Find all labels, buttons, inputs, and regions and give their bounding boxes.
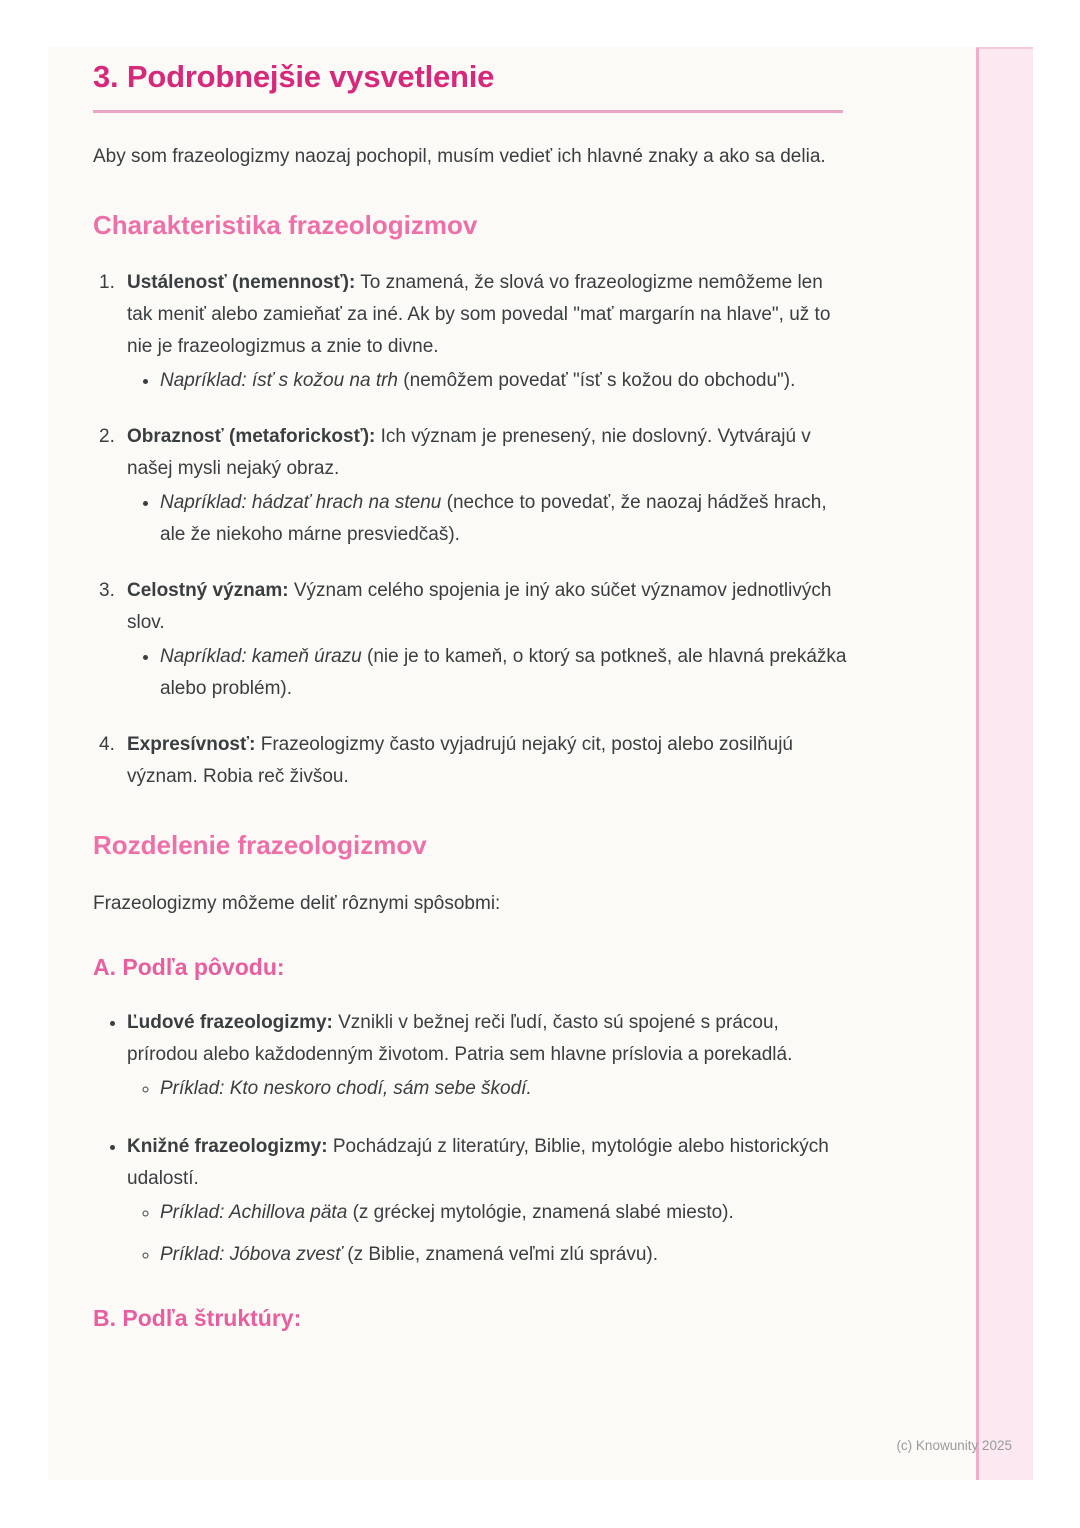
item-text: Frazeologizmy často vyjadrujú nejaký cit, postoj alebo zosilňujú význam. Robia reč živšou. [127, 733, 793, 787]
list-item-expresivnost [99, 729, 847, 793]
item-text: Pochádzajú z literatúry, Biblie, mytológie alebo historických udalostí. [127, 1135, 829, 1189]
section-heading-division: Rozdelenie frazeologizmov [93, 829, 427, 860]
item-text: Význam celého spojenia je iný ako súčet významov jednotlivých slov. [127, 579, 832, 633]
content-card [48, 47, 976, 1480]
example-phrase: Napríklad: ísť s kožou na trh [160, 369, 399, 391]
list-item-ustalenost [99, 267, 847, 397]
item-text: Ich význam je prenesený, nie doslovný. Vytvárajú v našej mysli nejaký obraz. [127, 425, 811, 479]
example-list [127, 1197, 847, 1271]
list-item-ludove [127, 1007, 847, 1105]
example-phrase: Príklad: Jóbova zvesť [160, 1243, 343, 1265]
example-item [160, 365, 847, 397]
example-phrase: Napríklad: hádzať hrach na stenu [160, 491, 442, 513]
list-item-knizne [127, 1131, 847, 1271]
example-item [160, 1197, 847, 1229]
item-number: 3. [99, 579, 115, 601]
item-number: 2. [99, 425, 115, 447]
sub-heading-by-origin: A. Podľa pôvodu: [93, 954, 285, 981]
example-list [127, 365, 847, 397]
item-number: 4. [99, 733, 115, 755]
example-item [160, 641, 847, 705]
example-list [127, 487, 847, 551]
page-title: 3. Podrobnejšie vysvetlenie [93, 59, 495, 94]
example-list [127, 1073, 847, 1105]
list-item-obraznost [99, 421, 847, 551]
example-phrase: Príklad: Kto neskoro chodí, sám sebe škodí. [160, 1077, 532, 1099]
example-note: (nie je to kameň, o ktorý sa potkneš, ale hlavná prekážka alebo problém). [160, 645, 847, 699]
item-number: 1. [99, 271, 115, 293]
item-lead: Obraznosť (metaforickosť): [127, 425, 376, 447]
copyright-footer: (c) Knowunity 2025 [896, 1438, 1012, 1453]
origin-list [93, 1007, 932, 1271]
item-lead: Ľudové frazeologizmy: [127, 1011, 333, 1033]
title-divider [93, 110, 843, 113]
item-text: To znamená, že slová vo frazeologizme nemôžeme len tak meniť alebo zamieňať za iné. Ak by som povedal "mať margarín na hlave", už to nie je frazeologizmus a znie to divne. [127, 271, 831, 357]
pink-accent-strip [976, 47, 1033, 1480]
intro-paragraph: Aby som frazeologizmy naozaj pochopil, musím vedieť ich hlavné znaky a ako sa delia. [93, 145, 826, 167]
section-heading-characteristics: Charakteristika frazeologizmov [93, 209, 478, 240]
example-item [160, 1239, 847, 1271]
example-note: (z Biblie, znamená veľmi zlú správu). [342, 1243, 659, 1265]
example-note: (nemôžem povedať "ísť s kožou do obchodu"). [398, 369, 796, 391]
item-lead: Knižné frazeologizmy: [127, 1135, 328, 1157]
example-list [127, 641, 847, 705]
example-item [160, 487, 847, 551]
example-item [160, 1073, 847, 1105]
characteristics-list [93, 267, 932, 793]
example-note: (z gréckej mytológie, znamená slabé miesto). [347, 1201, 734, 1223]
division-intro-paragraph: Frazeologizmy môžeme deliť rôznymi spôsobmi: [93, 893, 501, 915]
example-phrase: Napríklad: kameň úrazu [160, 645, 362, 667]
item-text: Vznikli v bežnej reči ľudí, často sú spojené s prácou, prírodou alebo každodenným životom. Patria sem hlavne príslovia a porekadlá. [127, 1011, 793, 1065]
item-lead: Celostný význam: [127, 579, 289, 601]
item-lead: Ustálenosť (nemennosť): [127, 271, 356, 293]
item-lead: Expresívnosť: [127, 733, 256, 755]
list-item-celostny-vyznam [99, 575, 847, 705]
sub-heading-by-structure: B. Podľa štruktúry: [93, 1304, 302, 1331]
example-phrase: Príklad: Achillova päta [160, 1201, 348, 1223]
example-note: (nechce to povedať, že naozaj hádžeš hrach, ale že niekoho márne presviedčaš). [160, 491, 827, 545]
